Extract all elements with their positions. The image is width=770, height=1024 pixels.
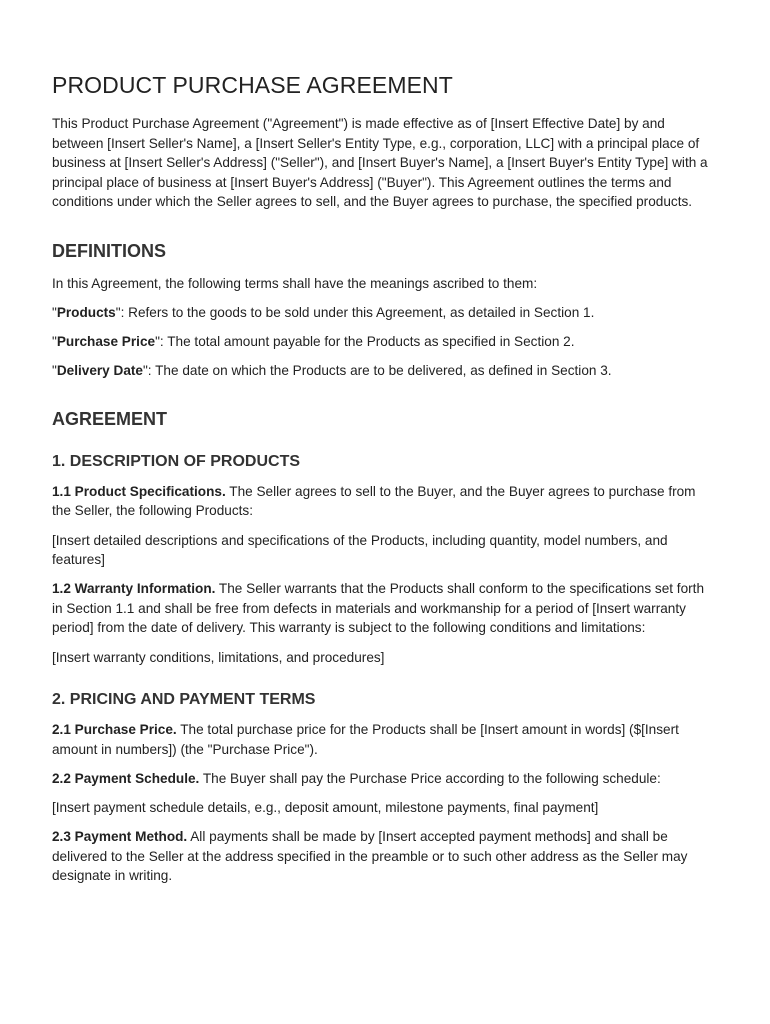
definition-item: "Products": Refers to the goods to be sold under this Agreement, as detailed in Section 1.: [52, 305, 595, 321]
definition-item: "Delivery Date": The date on which the Products are to be delivered, as defined in Section 3.: [52, 363, 612, 379]
clause-label: 1.1 Product Specifications.: [52, 483, 226, 499]
document-title: PRODUCT PURCHASE AGREEMENT: [52, 72, 453, 98]
definition-term: Products: [56, 305, 116, 321]
definition-term: Delivery Date: [56, 363, 143, 379]
intro-paragraph: This Product Purchase Agreement ("Agreement") is made effective as of [Insert Effective Date] by and between [Insert Seller's Name], a [Insert Seller's Entity Type, e.g., corporation, LLC] with a principal place of business at [Insert Seller's Address] ("Seller"), and [Insert Buyer's Name], a [Insert Buyer's Entity Type] with a principal place of business at [Insert Buyer's Address] ("Buyer"). This Agreement outlines the terms and conditions under which the Seller agrees to sell, and the Buyer agrees to purchase, the specified products.: [52, 116, 708, 210]
section-heading: 2. PRICING AND PAYMENT TERMS: [52, 691, 316, 709]
definitions-intro: In this Agreement, the following terms shall have the meanings ascribed to them:: [52, 275, 538, 291]
clause-placeholder: [Insert warranty conditions, limitations, and procedures]: [52, 649, 385, 665]
clause-paragraph: 1.2 Warranty Information. The Seller warrants that the Products shall conform to the specifications set forth in Section 1.1 and shall be free from defects in materials and workmanship for a period of [Insert warranty period] from the date of delivery. This warranty is subject to the following conditions and limitations:: [52, 581, 705, 636]
clause-label: 2.2 Payment Schedule.: [52, 770, 200, 786]
definitions-heading: DEFINITIONS: [52, 240, 167, 261]
clause-label: 1.2 Warranty Information.: [52, 581, 216, 597]
clause-placeholder: [Insert detailed descriptions and specifications of the Products, including quantity, model numbers, and features]: [52, 532, 668, 568]
definition-item: "Purchase Price": The total amount payable for the Products as specified in Section 2.: [52, 334, 575, 350]
clause-label: 2.1 Purchase Price.: [52, 722, 177, 738]
clause-paragraph: 2.1 Purchase Price. The total purchase price for the Products shall be [Insert amount in words] ($[Insert amount in numbers]) (the "Purchase Price").: [52, 722, 679, 757]
clause-paragraph: 2.2 Payment Schedule. The Buyer shall pay the Purchase Price according to the following schedule:: [52, 770, 661, 786]
agreement-heading: AGREEMENT: [52, 408, 168, 429]
clause-paragraph: 2.3 Payment Method. All payments shall be made by [Insert accepted payment methods] and shall be delivered to the Seller at the address specified in the preamble or to such other address as the Seller may designate in writing.: [52, 828, 688, 884]
clause-label: 2.3 Payment Method.: [52, 828, 188, 844]
clause-paragraph: 1.1 Product Specifications. The Seller agrees to sell to the Buyer, and the Buyer agrees to purchase from the Seller, the following Products:: [52, 483, 696, 519]
clause-placeholder: [Insert payment schedule details, e.g., deposit amount, milestone payments, final payment]: [52, 799, 599, 815]
definition-term: Purchase Price: [56, 334, 156, 350]
section-heading: 1. DESCRIPTION OF PRODUCTS: [52, 452, 301, 470]
